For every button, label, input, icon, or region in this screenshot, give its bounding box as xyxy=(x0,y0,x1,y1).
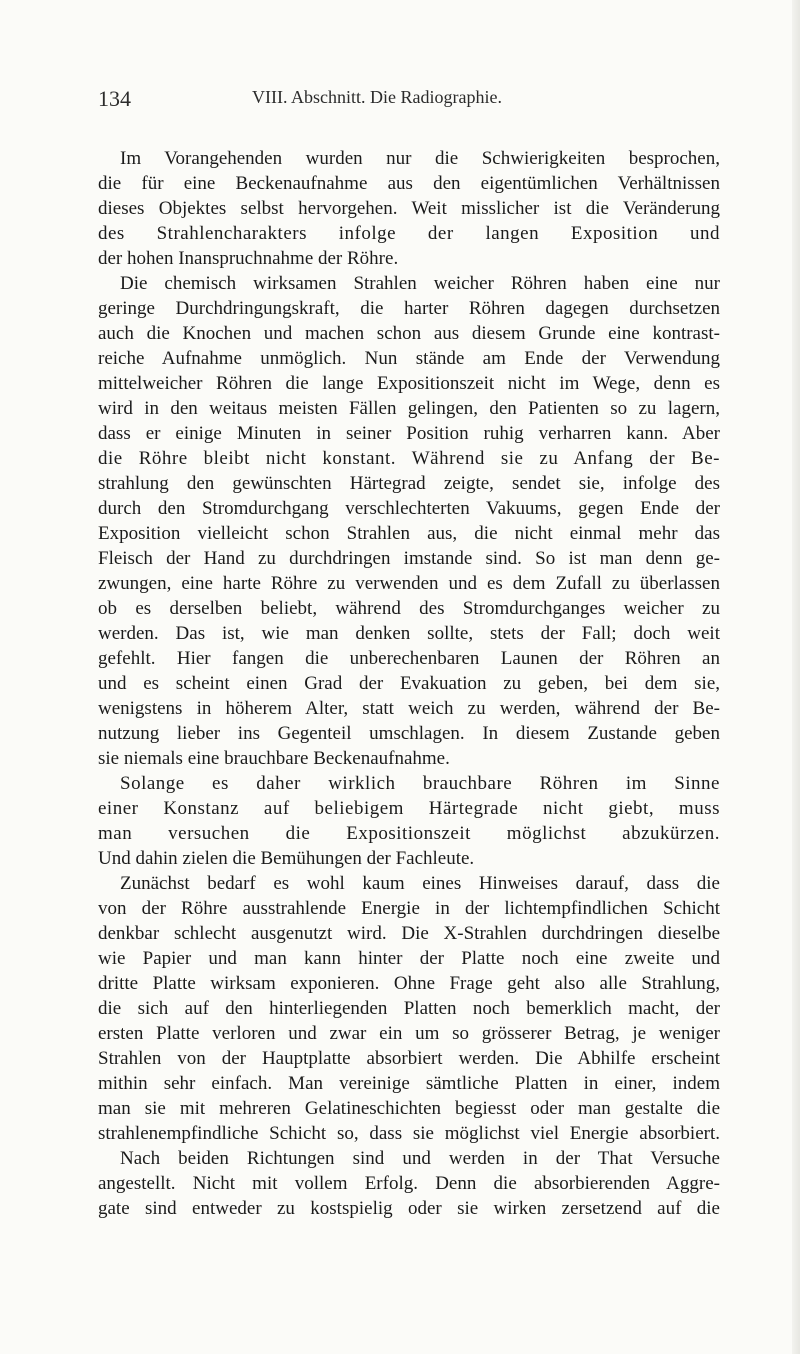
text-line: Und dahin zielen die Bemühungen der Fachleute. xyxy=(98,848,475,869)
text-line: Die chemisch wirksamen Strahlen weicher Röhren haben eine nur xyxy=(120,273,720,294)
text-line: Im Vorangehenden wurden nur die Schwierigkeiten besprochen, xyxy=(120,148,720,169)
text-line: einer Konstanz auf beliebigem Härtegrade nicht giebt, muss xyxy=(98,798,720,819)
text-line: werden. Das ist, wie man denken sollte, stets der Fall; doch weit xyxy=(98,623,720,644)
text-line: wird in den weitaus meisten Fällen gelingen, den Patienten so zu lagern, xyxy=(98,398,720,419)
text-line: zwungen, eine harte Röhre zu verwenden und es dem Zufall zu überlassen xyxy=(98,573,720,594)
text-line: wie Papier und man kann hinter der Platte noch eine zweite und xyxy=(98,948,720,969)
page-header xyxy=(98,78,720,118)
text-line: dritte Platte wirksam exponieren. Ohne Frage geht also alle Strahlung, xyxy=(98,973,720,994)
text-line: auch die Knochen und machen schon aus diesem Grunde eine kontrast- xyxy=(98,323,720,344)
text-line: dieses Objektes selbst hervorgehen. Weit misslicher ist die Veränderung xyxy=(98,198,720,219)
text-line: mithin sehr einfach. Man vereinige sämtliche Platten in einer, indem xyxy=(98,1073,720,1094)
text-line: dass er einige Minuten in seiner Position ruhig verharren kann. Aber xyxy=(98,423,720,444)
running-head: VIII. Abschnitt. Die Radiographie. xyxy=(252,87,502,107)
text-line: und es scheint einen Grad der Evakuation zu geben, bei dem sie, xyxy=(98,673,720,694)
text-line: nutzung lieber ins Gegenteil umschlagen. In diesem Zustande geben xyxy=(98,723,720,744)
text-line: die für eine Beckenaufnahme aus den eigentümlichen Verhältnissen xyxy=(98,173,720,194)
text-line: durch den Stromdurchgang verschlechterten Vakuums, gegen Ende der xyxy=(98,498,720,519)
text-line: der hohen Inanspruchnahme der Röhre. xyxy=(98,248,399,269)
text-line: reiche Aufnahme unmöglich. Nun stände am Ende der Verwendung xyxy=(98,348,720,369)
text-line: Nach beiden Richtungen sind und werden in der That Versuche xyxy=(120,1148,720,1169)
text-line: des Strahlencharakters infolge der langen Exposition und xyxy=(98,223,720,244)
text-line: geringe Durchdringungskraft, die harter Röhren dagegen durchsetzen xyxy=(98,298,720,319)
text-line: strahlung den gewünschten Härtegrad zeigte, sendet sie, infolge des xyxy=(98,473,720,494)
text-line: Fleisch der Hand zu durchdringen imstande sind. So ist man denn ge- xyxy=(98,548,720,569)
body-text xyxy=(98,146,720,1221)
text-line: ersten Platte verloren und zwar ein um so grösserer Betrag, je weniger xyxy=(98,1023,720,1044)
text-line: von der Röhre ausstrahlende Energie in der lichtempfindlichen Schicht xyxy=(98,898,720,919)
text-line: strahlenempfindliche Schicht so, dass sie möglichst viel Energie absorbiert. xyxy=(98,1123,720,1144)
text-line: angestellt. Nicht mit vollem Erfolg. Denn die absorbierenden Aggre- xyxy=(98,1173,720,1194)
page-number: 134 xyxy=(98,86,131,111)
page-edge xyxy=(792,0,800,1354)
text-line: man sie mit mehreren Gelatineschichten begiesst oder man gestalte die xyxy=(98,1098,720,1119)
text-line: Zunächst bedarf es wohl kaum eines Hinweises darauf, dass die xyxy=(120,873,720,894)
text-line: denkbar schlecht ausgenutzt wird. Die X-Strahlen durchdringen dieselbe xyxy=(98,923,720,944)
text-line: die sich auf den hinterliegenden Platten noch bemerklich macht, der xyxy=(98,998,720,1019)
text-line: man versuchen die Expositionszeit möglichst abzukürzen. xyxy=(98,823,720,844)
text-line: ob es derselben beliebt, während des Stromdurchganges weicher zu xyxy=(98,598,720,619)
text-line: Exposition vielleicht schon Strahlen aus, die nicht einmal mehr das xyxy=(98,523,720,544)
text-line: Solange es daher wirklich brauchbare Röhren im Sinne xyxy=(120,773,720,794)
text-line: mittelweicher Röhren die lange Expositionszeit nicht im Wege, denn es xyxy=(98,373,720,394)
text-line: gate sind entweder zu kostspielig oder sie wirken zersetzend auf die xyxy=(98,1198,720,1219)
text-line: Strahlen von der Hauptplatte absorbiert werden. Die Abhilfe erscheint xyxy=(98,1048,720,1069)
text-line: die Röhre bleibt nicht konstant. Während sie zu Anfang der Be- xyxy=(98,448,720,469)
text-line: sie niemals eine brauchbare Beckenaufnahme. xyxy=(98,748,450,769)
text-line: wenigstens in höherem Alter, statt weich zu werden, während der Be- xyxy=(98,698,720,719)
text-line: gefehlt. Hier fangen die unberechenbaren Launen der Röhren an xyxy=(98,648,720,669)
